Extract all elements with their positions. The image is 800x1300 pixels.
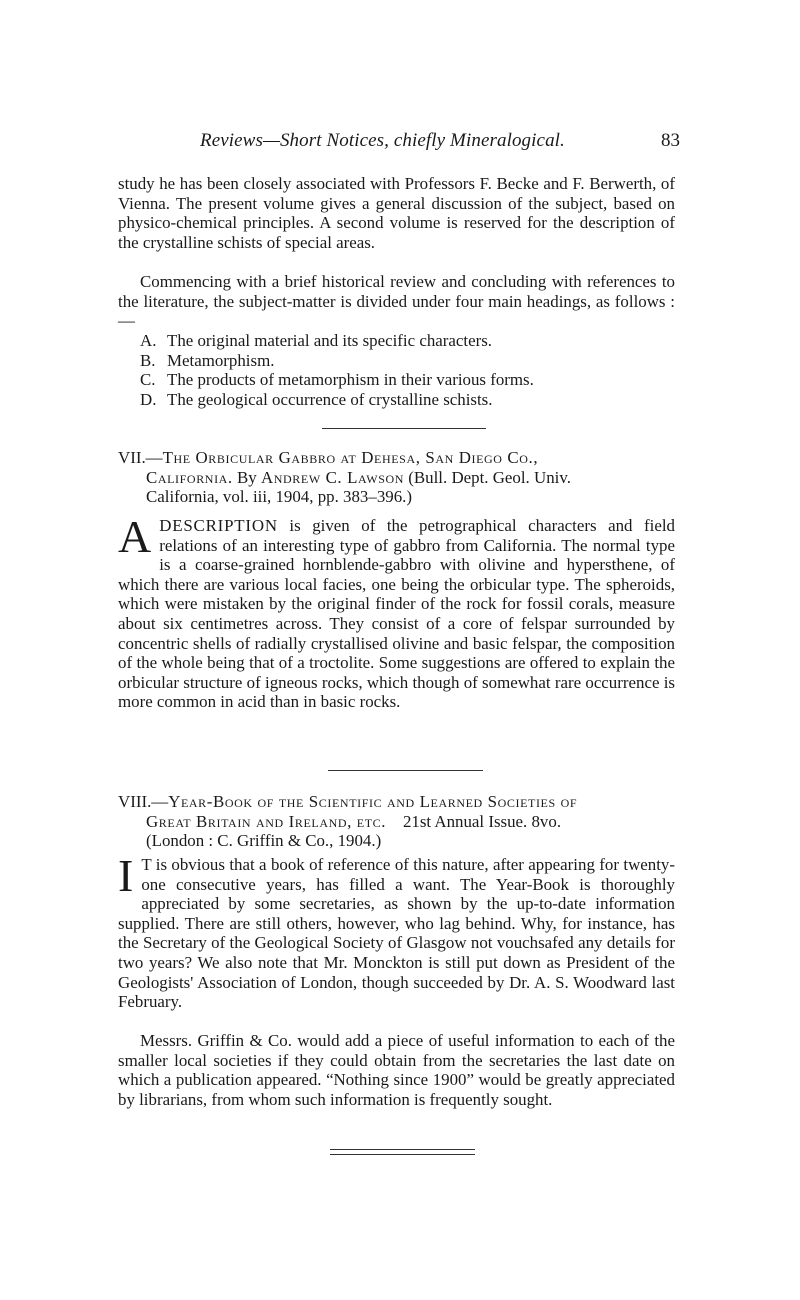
list-item-text: The products of metamorphism in their various forms. bbox=[167, 370, 534, 390]
section-8-title-cont: Great Britain and Ireland, etc. bbox=[146, 811, 387, 831]
section-8-heading-line-2 bbox=[118, 812, 680, 832]
section-divider bbox=[328, 770, 483, 771]
drop-cap: A bbox=[118, 511, 152, 562]
list-item-label: C. bbox=[140, 370, 156, 390]
end-rule bbox=[330, 1149, 475, 1150]
section-7-heading bbox=[118, 448, 680, 507]
list-item-text: Metamorphism. bbox=[167, 350, 275, 370]
section-divider bbox=[322, 428, 486, 429]
section-8-title: Year-Book of the Scientific and Learned Societies of bbox=[168, 792, 578, 811]
list-item bbox=[118, 351, 675, 371]
end-rule bbox=[330, 1154, 475, 1155]
headings-paragraph bbox=[118, 272, 675, 331]
list-item-label: B. bbox=[140, 350, 156, 370]
lead-word: DESCRIPTION bbox=[159, 516, 278, 535]
continued-paragraph-text: study he has been closely associated with Professors F. Becke and F. Berwerth, of Vienna. The present volume gives a general discussion of the subject, based on physico-chemical principles. A second volume is reserved for the description of the crystalline schists of special areas. bbox=[118, 174, 675, 252]
section-7-heading-line-1 bbox=[118, 448, 680, 468]
section-8-heading-line-3 bbox=[118, 831, 680, 851]
page-number: 83 bbox=[661, 130, 680, 151]
section-8-issue: 21st Annual Issue. 8vo. bbox=[402, 811, 562, 831]
section-7-ref-cont: California, vol. iii, 1904, pp. 383–396.) bbox=[146, 487, 413, 507]
section-8-body-text: T is obvious that a book of reference of this nature, after appearing for twenty-one consecutive years, has filled a want. The Year-Book is thoroughly appreciated by some secretaries, as shown by the up-to-date information supplied. There are still others, however, who lag behind. Why, for instance, has the Secretary of the Geological Society of Glasgow not vouchsafed any details for two years? We also note that Mr. Monckton is still put down as President of the Geologists' Association of London, though succeeded by Dr. A. S. Woodward last February. bbox=[118, 855, 675, 1012]
section-7-title-cont: California. bbox=[146, 467, 233, 487]
drop-cap: I bbox=[118, 850, 134, 901]
section-7-heading-line-2 bbox=[118, 468, 680, 488]
section-7-title: The Orbicular Gabbro at Dehesa, San Diego Co., bbox=[162, 448, 539, 467]
section-7-by: By bbox=[237, 467, 257, 487]
list-item-text: The original material and its specific characters. bbox=[167, 331, 492, 350]
running-head bbox=[118, 130, 680, 156]
section-7-numeral: VII.— bbox=[118, 448, 163, 467]
list-item-label: A. bbox=[140, 331, 157, 350]
section-8-paragraph-2 bbox=[118, 1031, 675, 1109]
section-7-author: Andrew C. Lawson bbox=[260, 467, 405, 487]
section-8-heading bbox=[118, 792, 680, 851]
headings-paragraph-text: Commencing with a brief historical review and concluding with references to the literature, the subject-matter is divided under four main headings, as follows :— bbox=[118, 272, 675, 331]
list-item bbox=[118, 370, 675, 390]
list-item-text: The geological occurrence of crystalline schists. bbox=[167, 389, 493, 409]
section-7-heading-line-3 bbox=[118, 487, 680, 507]
section-8-paragraph-2-text: Messrs. Griffin & Co. would add a piece of useful information to each of the smaller local societies if they could obtain from the secretaries the last date on which a publication appeared. “Nothing since 1900” would be greatly appreciated by librarians, from whom such information is frequently sought. bbox=[118, 1031, 675, 1109]
continued-paragraph bbox=[118, 174, 675, 252]
list-item bbox=[118, 331, 675, 351]
section-8-body bbox=[118, 850, 675, 1012]
list-item bbox=[118, 390, 675, 410]
running-title: Reviews—Short Notices, chiefly Mineralogical. bbox=[200, 130, 565, 151]
list-item-label: D. bbox=[140, 389, 157, 409]
section-8-numeral: VIII.— bbox=[118, 792, 169, 811]
section-7-ref: (Bull. Dept. Geol. Univ. bbox=[408, 467, 571, 487]
headings-list bbox=[118, 331, 675, 409]
section-7-body bbox=[118, 511, 675, 712]
section-8-publisher: (London : C. Griffin & Co., 1904.) bbox=[146, 831, 382, 851]
section-8-heading-line-1 bbox=[118, 792, 680, 812]
section-7-body-text: is given of the petrographical characters and field relations of an interesting type of gabbro from California. The normal type is a coarse-grained hornblende-gabbro with olivine and hypersthene, of which there are various local facies, one being the orbicular type. The spheroids, which were mistaken by the original finder of the rock for fossil corals, measure about six centimetres across. They consist of a core of felspar surrounded by concentric shells of radially crystallised olivine and basic felspar, the composition of the whole being that of a troctolite. Some suggestions are offered to explain the orbicular structure of igneous rocks, which though of somewhat rare occurrence is more common in acid than in basic rocks. bbox=[118, 516, 675, 712]
